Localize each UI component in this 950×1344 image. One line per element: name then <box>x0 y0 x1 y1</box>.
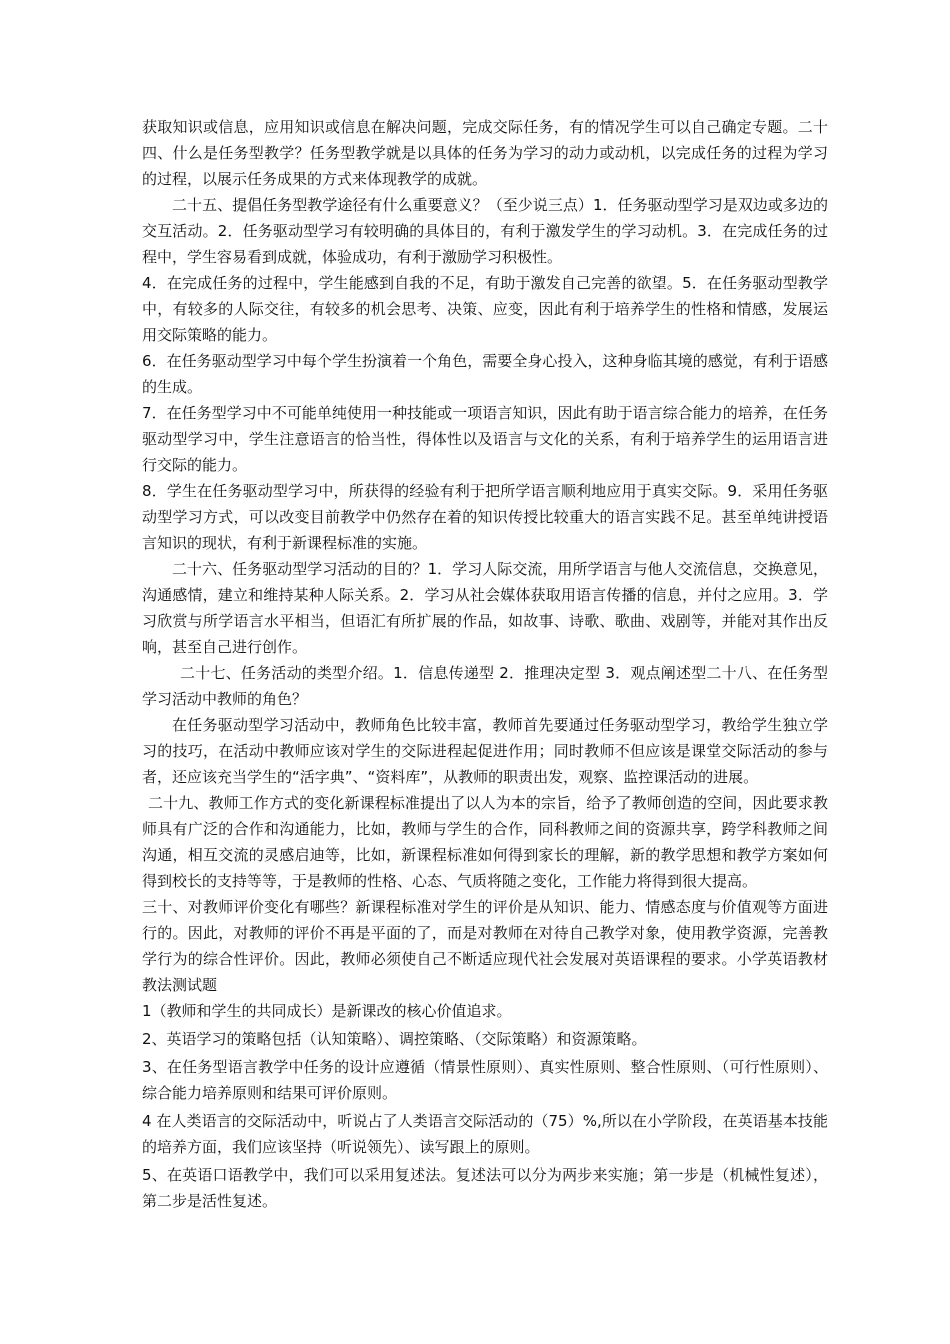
paragraph: 二十九、教师工作方式的变化新课程标准提出了以人为本的宗旨，给予了教师创造的空间，因此要求教师具有广泛的合作和沟通能力，比如，教师与学生的合作，同科教师之间的资源共享，跨学科教师之间沟通，相互交流的灵感启迪等，比如，新课程标准如何得到家长的理解，新的教学思想和教学方案如何得到校长的支持等等，于是教师的性格、心态、气质将随之变化，工作能力将得到很大提高。 <box>142 794 828 890</box>
document-body <box>142 114 828 1214</box>
paragraph: 在任务驱动型学习活动中，教师角色比较丰富，教师首先要通过任务驱动型学习，教给学生独立学习的技巧，在活动中教师应该对学生的交际进程起促进作用；同时教师不但应该是课堂交际活动的参与者，还应该充当学生的“活字典”、“资料库”，从教师的职责出发，观察、监控课活动的进展。 <box>142 716 828 786</box>
paragraph: 4 在人类语言的交际活动中，听说占了人类语言交际活动的（75）%,所以在小学阶段，在英语基本技能的培养方面，我们应该坚持（听说领先）、读写跟上的原则。 <box>142 1112 828 1156</box>
paragraph: 获取知识或信息，应用知识或信息在解决问题，完成交际任务，有的情况学生可以自己确定专题。二十四、什么是任务型教学？任务型教学就是以具体的任务为学习的动力或动机，以完成任务的过程为学习的过程，以展示任务成果的方式来体现教学的成就。 <box>142 118 828 188</box>
paragraph: 二十七、任务活动的类型介绍。1．信息传递型 2．推理决定型 3．观点阐述型二十八、在任务型学习活动中教师的角色？ <box>142 664 828 708</box>
paragraph: 7．在任务型学习中不可能单纯使用一种技能或一项语言知识，因此有助于语言综合能力的培养，在任务驱动型学习中，学生注意语言的恰当性，得体性以及语言与文化的关系，有利于培养学生的运用语言进行交际的能力。 <box>142 404 828 474</box>
paragraph: 三十、对教师评价变化有哪些？新课程标准对学生的评价是从知识、能力、情感态度与价值观等方面进行的。因此，对教师的评价不再是平面的了，而是对教师在对待自己教学对象，使用教学资源，完善教学行为的综合性评价。因此，教师必须使自己不断适应现代社会发展对英语课程的要求。小学英语教材教法测试题 <box>142 898 828 994</box>
paragraph: 5、在英语口语教学中，我们可以采用复述法。复述法可以分为两步来实施；第一步是（机械性复述），第二步是活性复述。 <box>142 1166 828 1210</box>
paragraph: 6．在任务驱动型学习中每个学生扮演着一个角色，需要全身心投入，这种身临其境的感觉，有利于语感的生成。 <box>142 352 828 396</box>
paragraph: 8．学生在任务驱动型学习中，所获得的经验有利于把所学语言顺利地应用于真实交际。9．采用任务驱动型学习方式，可以改变目前教学中仍然存在着的知识传授比较重大的语言实践不足。甚至单纯讲授语言知识的现状，有利于新课程标准的实施。 <box>142 482 828 552</box>
paragraph: 3、在任务型语言教学中任务的设计应遵循（情景性原则）、真实性原则、整合性原则、（可行性原则）、综合能力培养原则和结果可评价原则。 <box>142 1058 828 1102</box>
paragraph: 1（教师和学生的共同成长）是新课改的核心价值追求。 <box>142 1002 512 1020</box>
paragraph: 4．在完成任务的过程中，学生能感到自我的不足，有助于激发自己完善的欲望。5．在任务驱动型教学中，有较多的人际交往，有较多的机会思考、决策、应变，因此有利于培养学生的性格和情感，发展运用交际策略的能力。 <box>142 274 828 344</box>
paragraph: 二十五、提倡任务型教学途径有什么重要意义？（至少说三点）1．任务驱动型学习是双边或多边的交互活动。2．任务驱动型学习有较明确的具体目的，有利于激发学生的学习动机。3．在完成任务的过程中，学生容易看到成就，体验成功，有利于激励学习积极性。 <box>142 196 828 266</box>
paragraph: 2、英语学习的策略包括（认知策略）、调控策略、（交际策略）和资源策略。 <box>142 1030 647 1048</box>
paragraph: 二十六、任务驱动型学习活动的目的？1．学习人际交流，用所学语言与他人交流信息，交换意见，沟通感情，建立和维持某种人际关系。2．学习从社会媒体获取用语言传播的信息，并付之应用。3．学习欣赏与所学语言水平相当，但语汇有所扩展的作品，如故事、诗歌、歌曲、戏剧等，并能对其作出反响，甚至自己进行创作。 <box>142 560 828 656</box>
